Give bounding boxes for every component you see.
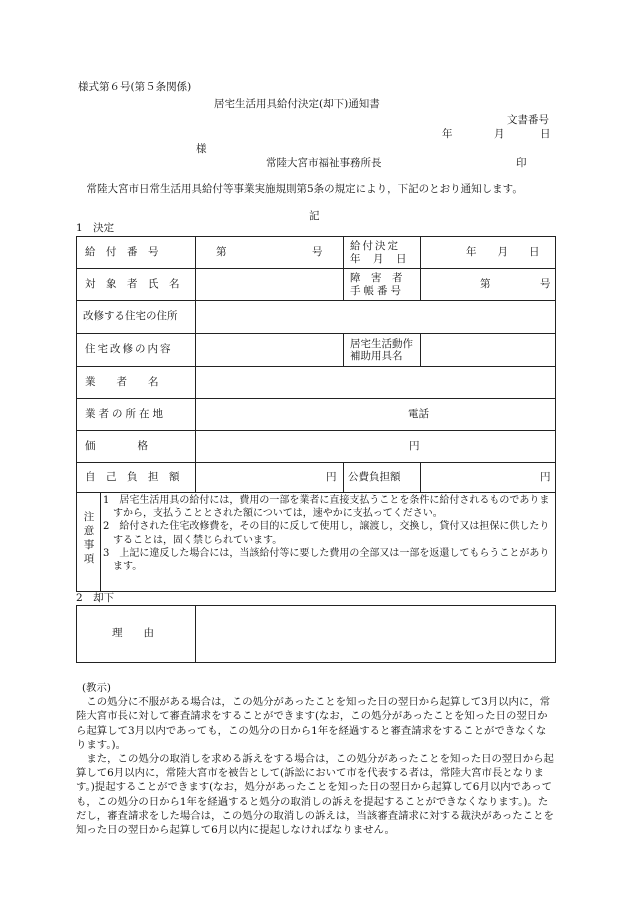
- note-item: 1 居宅生活用具の給付には，費用の一部を業者に直接支払うことを条件に給付されるものでありますから，支払うこととされた額については，速やかに支払ってください。: [103, 495, 550, 520]
- self-pay-label: 自 己 負 担 額: [85, 470, 180, 483]
- public-pay-unit: 円: [540, 470, 551, 483]
- date-month: 月: [494, 128, 505, 140]
- document-number-label: 文書番号: [507, 114, 549, 126]
- renovation-address-label: 改修する住宅の住所: [83, 310, 178, 323]
- renovation-content-label: 住宅改修の内容: [85, 343, 173, 356]
- decision-date-label-line2: 年 月 日: [350, 252, 408, 265]
- disability-prefix: 第: [480, 277, 491, 290]
- notes-side-char: 注: [83, 511, 95, 523]
- price-unit: 円: [409, 439, 420, 452]
- vendor-name-label: 業 者 名: [85, 375, 159, 388]
- form-number: 様式第６号(第５条関係): [78, 81, 192, 93]
- subject-name-label: 対 象 者 氏 名: [85, 277, 180, 290]
- notes-side-char: 事: [83, 539, 95, 551]
- disability-suffix: 号: [540, 277, 551, 290]
- decision-date-value: 年 月 日: [466, 245, 540, 258]
- aid-label-line1: 居宅生活動作: [350, 337, 413, 350]
- instruction-paragraph: この処分に不服がある場合は，この処分があったことを知った日の翌日から起算して3月以内に，常陸大宮市長に対して審査請求をすることができます(なお，この処分があったことを知った日の翌日から起算して3月以内であっても，この処分の日から1年を経過すると審査請求をすることができなくなります。)。: [76, 696, 551, 751]
- date-day: 日: [540, 128, 551, 140]
- disability-card-label: [344, 269, 420, 300]
- intro-text: 常陸大宮市日常生活用具給付等事業実施規則第5条の規定により，下記のとおり通知します。: [86, 183, 523, 195]
- price-label: 価 格: [85, 439, 148, 452]
- benefit-number-prefix: 第: [216, 245, 227, 258]
- aid-name-label: [344, 334, 420, 366]
- date-year: 年: [442, 128, 453, 140]
- notes-side-char: 意: [83, 525, 95, 537]
- seal-mark: 印: [516, 157, 527, 169]
- instruction-block: [76, 681, 554, 837]
- ki-mark: 記: [309, 210, 320, 222]
- instruction-paragraph: また，この処分の取消しを求める訴えをする場合は，この処分があったことを知った日の翌日から起算して6月以内に，常陸大宮市を被告として(訴訟において市を代表する者は，常陸大宮市長となります。)提起することができます(なお，処分があったことを知った日の翌日から起算して6月以内であっても，この処分の日から1年を経過すると処分の取消しの訴えを提起することができなくなります。)。ただし，審査請求をした場合は，この処分の取消しの訴えは，当該審査請求に対する裁決があったことを知った日の翌日から起算して6月以内に提起しなければなりません。: [76, 753, 554, 837]
- document-title: 居宅生活用具給付決定(却下)通知書: [214, 98, 380, 110]
- reason-label: 理 由: [112, 627, 154, 640]
- instruction-heading: (教示): [82, 682, 111, 694]
- benefit-number-label: 給 付 番 号: [85, 245, 159, 258]
- issuer-name: 常陸大宮市福祉事務所長: [266, 157, 382, 169]
- public-pay-label: 公費負担額: [348, 470, 401, 483]
- phone-label: 電話: [408, 407, 429, 420]
- notes-side-label: [82, 510, 96, 566]
- section2-heading: 2 却下: [76, 592, 115, 604]
- aid-label-line2: 補助用具名: [350, 350, 403, 362]
- notes-list: [103, 494, 551, 573]
- notes-side-char: 項: [83, 553, 95, 565]
- benefit-number-suffix: 号: [312, 245, 323, 258]
- decision-date-label: [344, 237, 420, 268]
- note-item: 3 上記に違反した場合には，当該給付等に要した費用の全部又は一部を返還してもらうことがあります。: [103, 547, 550, 573]
- disability-label-line2: 手帳番号: [350, 284, 404, 297]
- disability-label-line1: 障 害 者: [350, 272, 403, 285]
- vendor-address-label: 業者の所在地: [85, 407, 166, 420]
- note-item: 2 給付された住宅改修費を，その目的に反して使用し，譲渡し，交換し，貸付又は担保に供したりすることは，固く禁じられています。: [103, 521, 550, 546]
- self-pay-unit: 円: [326, 470, 337, 483]
- addressee-suffix: 様: [196, 143, 207, 155]
- decision-date-label-line1: 給付決定: [350, 240, 400, 253]
- section1-heading: 1 決定: [76, 222, 115, 234]
